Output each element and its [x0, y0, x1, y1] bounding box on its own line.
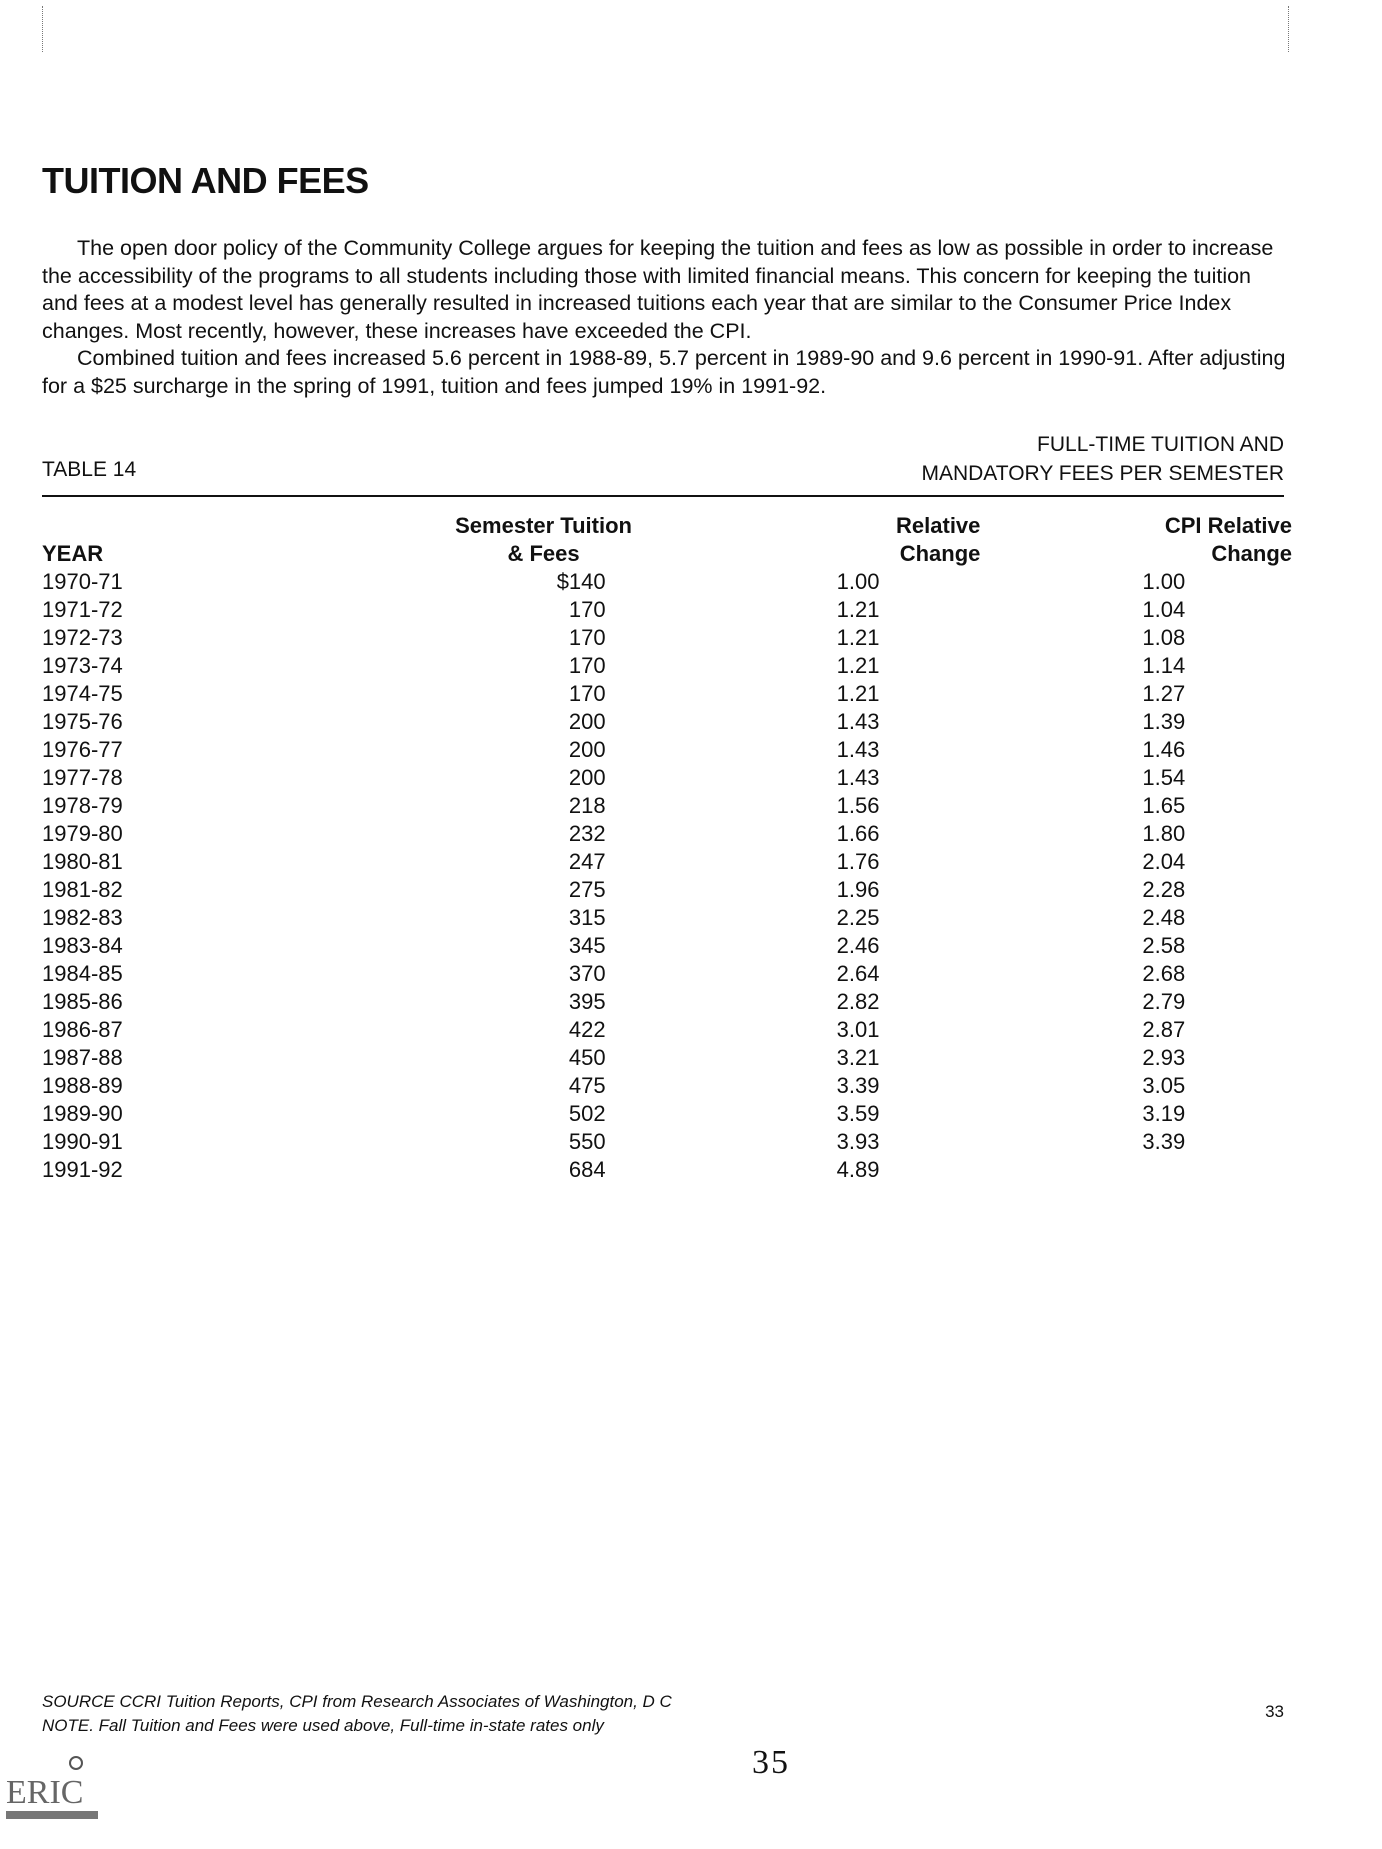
cell-tuition: 170: [568, 681, 606, 706]
cell-tuition: 370: [568, 961, 606, 986]
table-row: [42, 764, 1292, 792]
eric-logo-text: ERIC: [6, 1774, 84, 1811]
cell-tuition: 170: [568, 597, 606, 622]
cell-year: 1981-82: [42, 877, 123, 902]
scan-mark-left: [42, 6, 43, 52]
cell-cpi-relative-change: 1.27: [1142, 681, 1186, 706]
table-caption-line: MANDATORY FEES PER SEMESTER: [921, 462, 1284, 485]
cell-cpi-relative-change: 2.04: [1142, 849, 1186, 874]
cell-cpi-relative-change: 2.93: [1142, 1045, 1186, 1070]
eric-logo-bar: [6, 1811, 98, 1819]
cell-tuition: 550: [568, 1129, 606, 1154]
table-row: [42, 596, 1292, 624]
cell-tuition: 232: [568, 821, 606, 846]
cell-relative-change: 1.56: [836, 793, 880, 818]
cell-year: 1970-71: [42, 569, 123, 594]
cell-relative-change: 3.21: [836, 1045, 880, 1070]
header-tuition: [425, 512, 661, 568]
cell-year: 1985-86: [42, 989, 123, 1014]
cell-cpi-relative-change: 1.04: [1142, 597, 1186, 622]
cell-cpi-relative-change: 2.48: [1142, 905, 1186, 930]
cell-tuition: 502: [568, 1101, 606, 1126]
cell-relative-change: 1.00: [836, 569, 880, 594]
cell-cpi-relative-change: 3.39: [1142, 1129, 1186, 1154]
table-row: [42, 820, 1292, 848]
cell-cpi-relative-change: 2.79: [1142, 989, 1186, 1014]
cell-tuition: 395: [568, 989, 606, 1014]
cell-year: 1975-76: [42, 709, 123, 734]
table-header-row: [42, 512, 1292, 568]
table-body: [42, 568, 1292, 1184]
cell-tuition: 170: [568, 625, 606, 650]
header-year: YEAR: [42, 541, 104, 566]
table-row: [42, 904, 1292, 932]
intro-paragraph: The open door policy of the Community College argues for keeping the tuition and fees as low as possible in order to increase the accessibility of the programs to all students including those with limited financial means. This concern for keeping the tuition and fees at a modest level has generally resulted in increased tuitions each year that are similar to the Consumer Price Index changes. Most recently, however, these increases have exceeded the CPI.: [42, 236, 1274, 343]
cell-year: 1978-79: [42, 793, 123, 818]
cell-year: 1987-88: [42, 1045, 123, 1070]
cell-relative-change: 3.01: [836, 1017, 880, 1042]
table-row: [42, 1044, 1292, 1072]
cell-year: 1983-84: [42, 933, 123, 958]
cell-relative-change: 1.76: [836, 849, 880, 874]
page-title: TUITION AND FEES: [42, 160, 369, 201]
cell-relative-change: 2.25: [836, 905, 880, 930]
cell-year: 1972-73: [42, 625, 123, 650]
cell-year: 1984-85: [42, 961, 123, 986]
cell-relative-change: 3.93: [836, 1129, 880, 1154]
cell-relative-change: 1.43: [836, 737, 880, 762]
cell-year: 1990-91: [42, 1129, 123, 1154]
table-row: [42, 792, 1292, 820]
cell-relative-change: 1.66: [836, 821, 880, 846]
cell-year: 1986-87: [42, 1017, 123, 1042]
header-relative-change: [662, 512, 1001, 568]
cell-tuition: 450: [568, 1045, 606, 1070]
page-number: 33: [1265, 1702, 1284, 1721]
cell-tuition: 247: [568, 849, 606, 874]
header-tuition-line: & Fees: [507, 541, 580, 566]
table-row: [42, 708, 1292, 736]
cell-cpi-relative-change: 1.00: [1142, 569, 1186, 594]
cell-tuition: 315: [568, 905, 606, 930]
table-divider: [42, 495, 1284, 497]
intro-paragraph: Combined tuition and fees increased 5.6 percent in 1988-89, 5.7 percent in 1989-90 and 9.6 percent in 1990-91. After adjusting for a $25 surcharge in the spring of 1991, tuition and fees jumped 19% in 1991-92.: [42, 346, 1286, 398]
header-relative-line: Change: [899, 541, 981, 566]
cell-cpi-relative-change: 1.65: [1142, 793, 1186, 818]
tuition-table: [42, 512, 1292, 1184]
cell-year: 1971-72: [42, 597, 123, 622]
table-row: [42, 932, 1292, 960]
cell-tuition: 200: [568, 709, 606, 734]
scan-page-mark: 35: [752, 1744, 790, 1781]
table-row: [42, 652, 1292, 680]
cell-relative-change: 2.64: [836, 961, 880, 986]
cell-year: 1976-77: [42, 737, 123, 762]
table-row: [42, 624, 1292, 652]
cell-relative-change: 3.39: [836, 1073, 880, 1098]
scan-mark-right: [1288, 6, 1289, 52]
table-caption-line: FULL-TIME TUITION AND: [1037, 433, 1284, 456]
cell-cpi-relative-change: 1.80: [1142, 821, 1186, 846]
cell-tuition: 475: [568, 1073, 606, 1098]
cell-year: 1980-81: [42, 849, 123, 874]
cell-relative-change: 1.21: [836, 625, 880, 650]
table-row: [42, 960, 1292, 988]
cell-year: 1982-83: [42, 905, 123, 930]
table-row: [42, 680, 1292, 708]
cell-relative-change: 1.21: [836, 653, 880, 678]
method-note: NOTE. Fall Tuition and Fees were used above, Full-time in-state rates only: [42, 1716, 604, 1735]
table-row: [42, 736, 1292, 764]
cell-cpi-relative-change: 3.19: [1142, 1101, 1186, 1126]
footnotes: [42, 1690, 672, 1738]
header-cpi-relative-change: [1000, 512, 1292, 568]
source-note: SOURCE CCRI Tuition Reports, CPI from Research Associates of Washington, D C: [42, 1692, 672, 1711]
table-row: [42, 1016, 1292, 1044]
cell-relative-change: 2.46: [836, 933, 880, 958]
cell-tuition: 170: [568, 653, 606, 678]
cell-cpi-relative-change: 3.05: [1142, 1073, 1186, 1098]
cell-relative-change: 2.82: [836, 989, 880, 1014]
cell-relative-change: 1.21: [836, 597, 880, 622]
cell-relative-change: 3.59: [836, 1101, 880, 1126]
eric-logo: [4, 1755, 100, 1825]
cell-cpi-relative-change: 1.08: [1142, 625, 1186, 650]
cell-cpi-relative-change: 2.68: [1142, 961, 1186, 986]
cell-cpi-relative-change: 1.54: [1142, 765, 1186, 790]
table-row: [42, 1100, 1292, 1128]
table-row: [42, 1072, 1292, 1100]
cell-year: 1991-92: [42, 1157, 123, 1182]
cell-tuition: $140: [556, 569, 606, 594]
header-relative-line: Relative: [896, 513, 981, 538]
cell-cpi-relative-change: 2.28: [1142, 877, 1186, 902]
header-cpi-line: CPI Relative: [1164, 513, 1292, 538]
cell-cpi-relative-change: 2.87: [1142, 1017, 1186, 1042]
cell-tuition: 684: [568, 1157, 606, 1182]
table-row: [42, 848, 1292, 876]
cell-tuition: 200: [568, 737, 606, 762]
cell-relative-change: 1.96: [836, 877, 880, 902]
cell-tuition: 422: [568, 1017, 606, 1042]
cell-cpi-relative-change: [1000, 1156, 1292, 1184]
cell-relative-change: 4.89: [836, 1157, 880, 1182]
cell-year: 1988-89: [42, 1073, 123, 1098]
table-row: [42, 568, 1292, 596]
cell-relative-change: 1.43: [836, 765, 880, 790]
eric-logo-mark-icon: [70, 1757, 82, 1769]
table-row: [42, 876, 1292, 904]
header-cpi-line: Change: [1211, 541, 1292, 566]
table-label: TABLE 14: [42, 458, 137, 481]
table-caption: [921, 430, 1284, 488]
cell-tuition: 200: [568, 765, 606, 790]
cell-cpi-relative-change: 2.58: [1142, 933, 1186, 958]
cell-tuition: 218: [568, 793, 606, 818]
cell-year: 1974-75: [42, 681, 123, 706]
cell-cpi-relative-change: 1.14: [1142, 653, 1186, 678]
intro-text: [42, 235, 1292, 401]
cell-year: 1989-90: [42, 1101, 123, 1126]
table-row: [42, 1156, 1292, 1184]
cell-cpi-relative-change: 1.46: [1142, 737, 1186, 762]
table-row: [42, 1128, 1292, 1156]
cell-tuition: 275: [568, 877, 606, 902]
cell-relative-change: 1.43: [836, 709, 880, 734]
cell-year: 1979-80: [42, 821, 123, 846]
header-tuition-line: Semester Tuition: [455, 513, 632, 538]
cell-relative-change: 1.21: [836, 681, 880, 706]
cell-year: 1973-74: [42, 653, 123, 678]
cell-year: 1977-78: [42, 765, 123, 790]
table-row: [42, 988, 1292, 1016]
cell-cpi-relative-change: 1.39: [1142, 709, 1186, 734]
cell-tuition: 345: [568, 933, 606, 958]
